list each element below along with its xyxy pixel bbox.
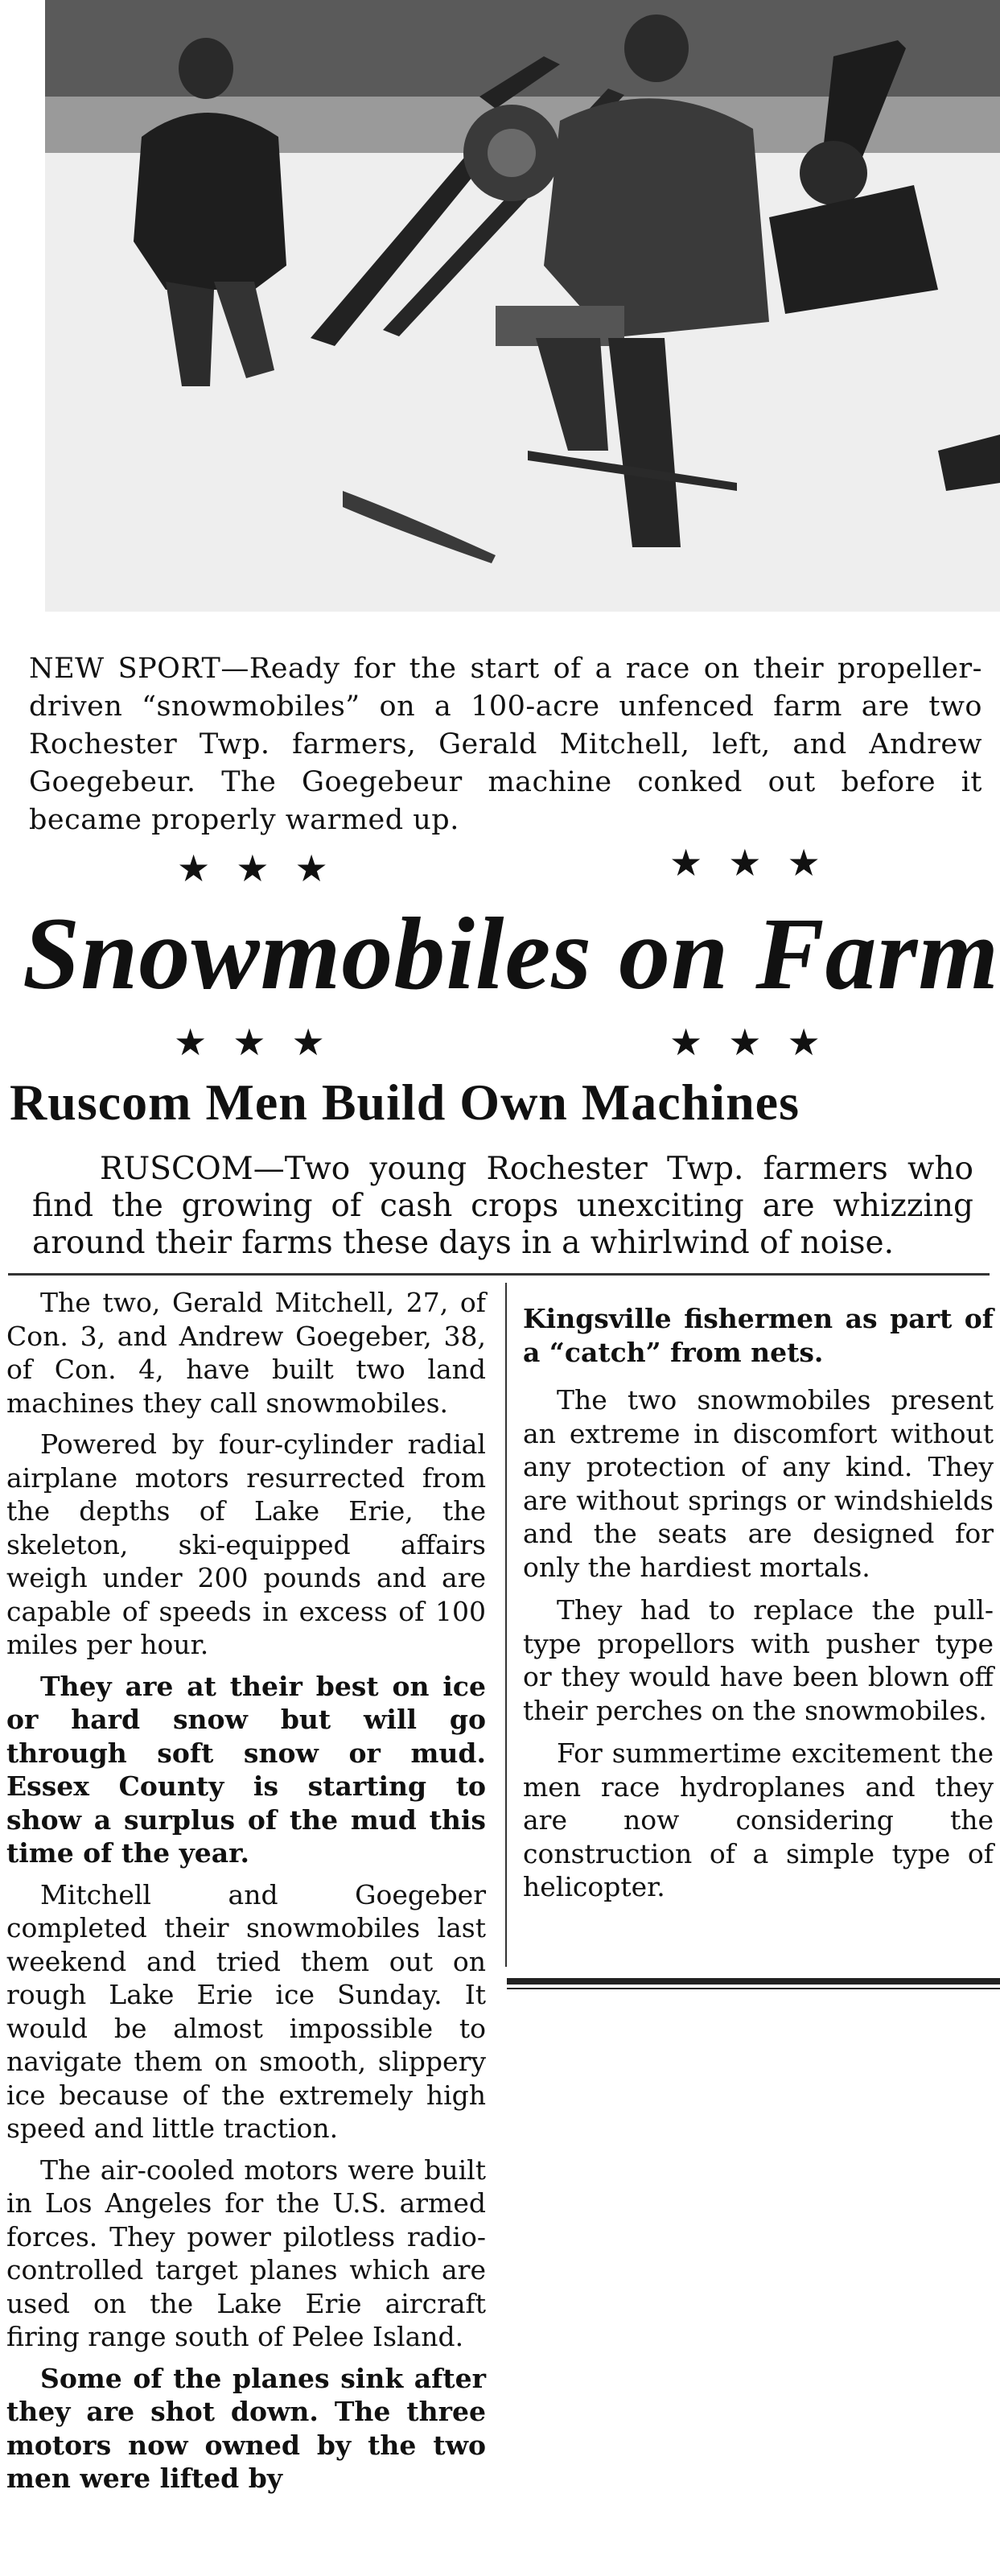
article-paragraph: The two, Gerald Mitchell, 27, of Con. 3, and Andrew Goegeber, 38, of Con. 4, have built two land machines they call snowmobiles.: [6, 1287, 486, 1419]
news-photo: [45, 0, 1000, 612]
column-rule: [8, 1273, 990, 1276]
star-ornament: ★★★: [174, 1020, 351, 1064]
article-paragraph-bold: Some of the planes sink after they are shot down. The three motors now owned by the two men were lifted by: [6, 2362, 486, 2494]
end-rule: [507, 1978, 1000, 1985]
article-column-left: [6, 1286, 486, 2504]
article-paragraph: Powered by four-cylinder radial airplane motors resurrected from the depths of Lake Erie, the skeleton, ski-equipped affairs weigh under 200 pounds and are capable of speeds in excess of 100 miles per hour.: [6, 1428, 486, 1660]
article-paragraph: For summertime excitement the men race hydroplanes and they are now considering the construction of a simple type of helicopter.: [523, 1737, 994, 1902]
article-paragraph: The air-cooled motors were built in Los Angeles for the U.S. armed forces. They power pilotless radio-controlled target planes which are used on the Lake Erie aircraft firing range south of Pelee Island.: [6, 2154, 486, 2352]
lead-paragraph: [32, 1151, 973, 1262]
end-rule-thin: [507, 1988, 1000, 1989]
photo-caption: NEW SPORT—Ready for the start of a race on their propeller-driven “snowmobiles” on a 100-acre unfenced farm are two Rochester Twp. farmers, Gerald Mitchell, left, and Andrew Goegebeur. The Goegebeur machine conked out before it became properly warmed up.: [29, 653, 982, 836]
article-paragraph: The two snowmobiles present an extreme in discomfort without any protection of any kind. They are without springs or windshields and the seats are designed for only the hardiest mortals.: [523, 1384, 994, 1583]
continued-text-bold: Kingsville fishermen as part of a “catch” from nets.: [523, 1303, 994, 1368]
star-ornament: ★★★: [669, 1020, 846, 1064]
star-ornament: ★★★: [177, 847, 354, 890]
article-paragraph-bold: They are at their best on ice or hard snow but will go through soft snow or mud. Essex County is starting to show a surplus of the mud this time of the year.: [6, 1670, 486, 1869]
headline: Snowmobiles on Farm: [23, 896, 999, 1011]
lead-text: RUSCOM—Two young Rochester Twp. farmers who find the growing of cash crops unexciting are whizzing around their farms these days in a whirlwind of noise.: [32, 1151, 973, 1261]
subheadline: Ruscom Men Build Own Machines: [10, 1074, 800, 1131]
snowmobile-photo-illustration: [45, 0, 1000, 612]
article-paragraph: Mitchell and Goegeber completed their snowmobiles last weekend and tried them out on rough Lake Erie ice Sunday. It would be almost impossible to navigate them on smooth, slippery ice because of the extremely high speed and little traction.: [6, 1878, 486, 2144]
article-column-right: [523, 1302, 994, 1914]
column-divider: [505, 1283, 507, 1967]
article-paragraph: They had to replace the pull-type propellors with pusher type or they would have been blown off their perches on the snowmobiles.: [523, 1594, 994, 1726]
star-ornament: ★★★: [669, 841, 846, 884]
